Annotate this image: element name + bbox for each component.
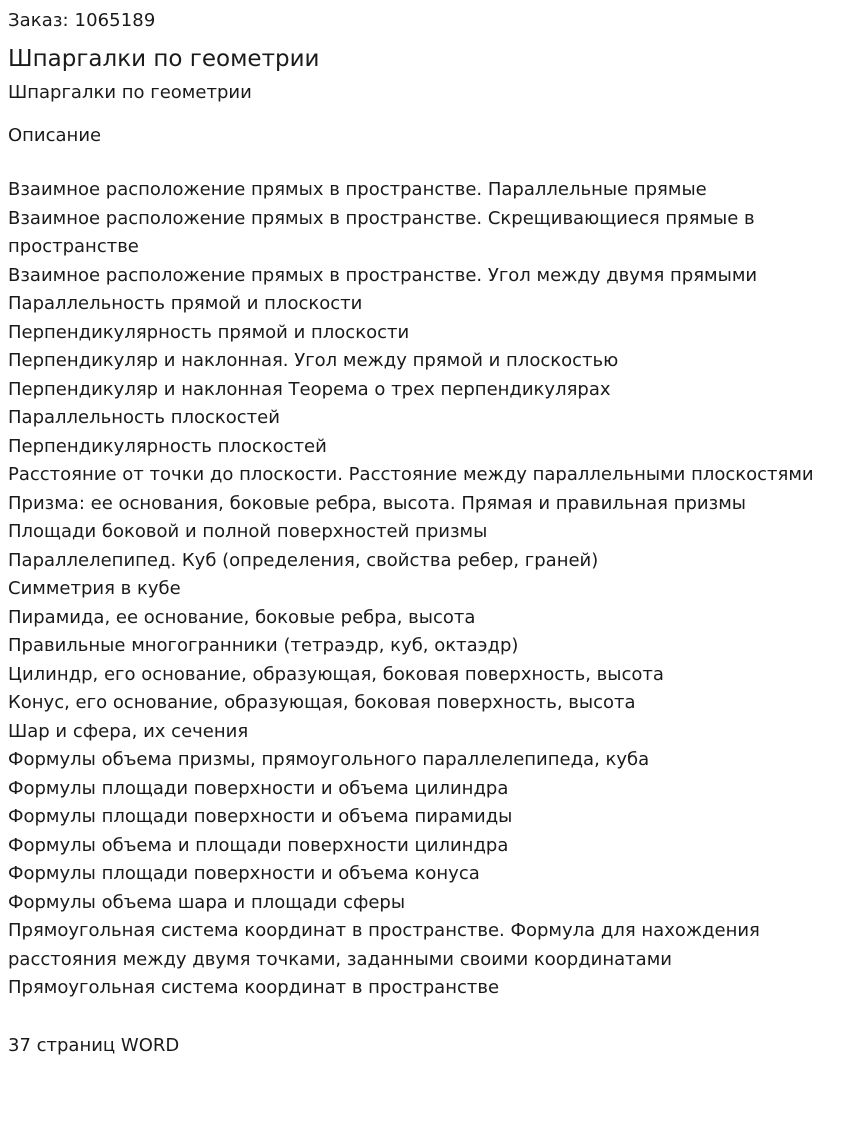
topic-item: Формулы объема и площади поверхности цилиндра: [8, 834, 509, 856]
topic-item: Прямоугольная система координат в пространстве. Формула для нахождения расстояния между двумя точками, заданными своими координатами: [8, 920, 760, 970]
topic-item: Взаимное расположение прямых в пространстве. Угол между двумя прямыми: [8, 264, 758, 286]
page-subtitle: Шпаргалки по геометрии: [8, 82, 252, 103]
topic-item: Формулы объема шара и площади сферы: [8, 891, 406, 913]
description-label: Описание: [8, 125, 102, 146]
topic-item: Параллельность плоскостей: [8, 407, 280, 428]
topic-item: Шар и сфера, их сечения: [8, 720, 249, 742]
topic-item: Правильные многогранники (тетраэдр, куб, октаэдр): [8, 635, 519, 656]
topic-item: Конус, его основание, образующая, боковая поверхность, высота: [8, 692, 636, 713]
topic-item: Взаимное расположение прямых в пространстве. Скрещивающиеся прямые в пространстве: [8, 207, 755, 257]
topic-item: Взаимное расположение прямых в пространстве. Параллельные прямые: [8, 179, 707, 200]
topic-item: Расстояние от точки до плоскости. Расстояние между параллельными плоскостями: [8, 464, 814, 485]
page-title: Шпаргалки по геометрии: [8, 46, 320, 72]
topic-item: Формулы площади поверхности и объема конуса: [8, 863, 480, 884]
topic-item: Перпендикулярность прямой и плоскости: [8, 321, 410, 343]
pages-info: 37 страниц WORD: [8, 1034, 180, 1056]
topic-item: Перпендикуляр и наклонная Теорема о трех перпендикулярах: [8, 378, 611, 400]
topic-item: Параллельность прямой и плоскости: [8, 293, 363, 314]
topic-item: Симметрия в кубе: [8, 578, 181, 599]
topic-item: Пирамида, ее основание, боковые ребра, высота: [8, 606, 476, 628]
order-number: Заказ: 1065189: [8, 10, 156, 31]
topic-item: Параллелепипед. Куб (определения, свойства ребер, граней): [8, 549, 599, 571]
topic-item: Цилиндр, его основание, образующая, боковая поверхность, высота: [8, 663, 664, 685]
topic-item: Площади боковой и полной поверхностей призмы: [8, 521, 488, 542]
topic-item: Формулы площади поверхности и объема пирамиды: [8, 806, 513, 827]
topic-item: Перпендикулярность плоскостей: [8, 435, 327, 457]
topic-item: Перпендикуляр и наклонная. Угол между прямой и плоскостью: [8, 350, 619, 371]
topic-item: Формулы объема призмы, прямоугольного параллелепипеда, куба: [8, 749, 650, 770]
topic-item: Формулы площади поверхности и объема цилиндра: [8, 777, 509, 799]
topic-item: Прямоугольная система координат в пространстве: [8, 977, 500, 998]
topics-list: [8, 176, 839, 1003]
topic-item: Призма: ее основания, боковые ребра, высота. Прямая и правильная призмы: [8, 492, 746, 514]
